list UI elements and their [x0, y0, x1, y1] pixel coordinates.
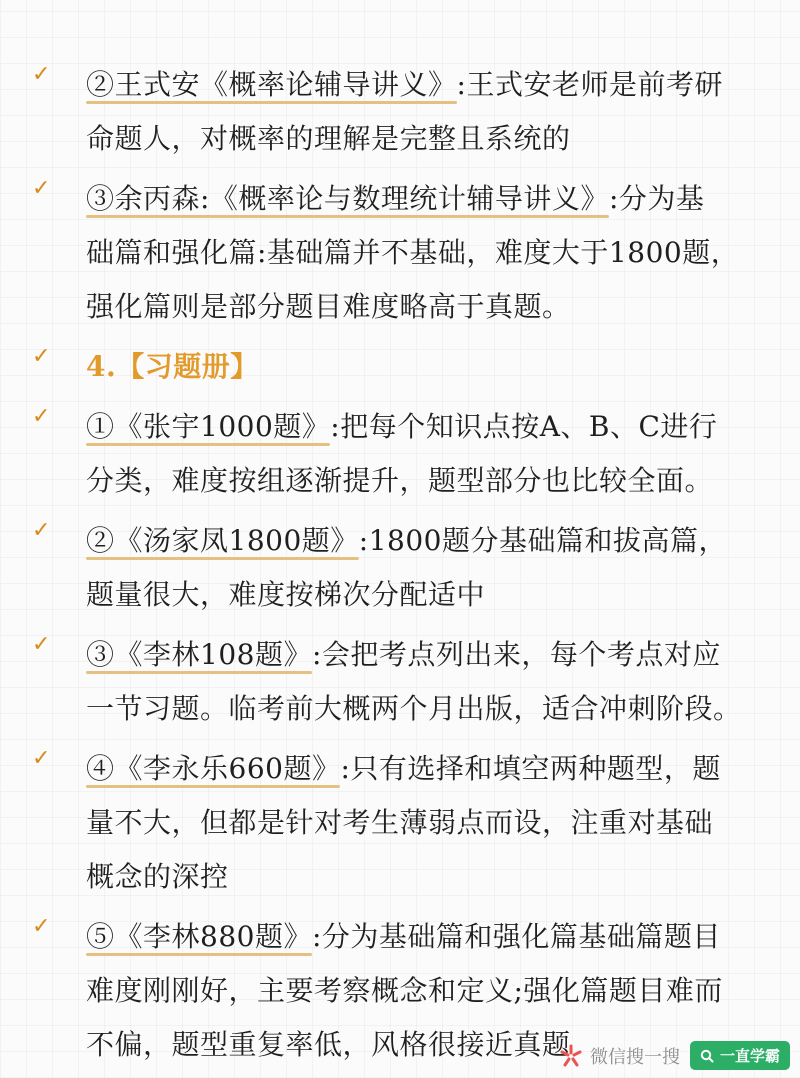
sou-yi-sou-icon [558, 1043, 584, 1069]
checkmark-icon: ✓ [32, 62, 51, 87]
checkmark-icon: ✓ [32, 344, 51, 369]
text: :分为基础篇和强化篇基础篇题目 [311, 920, 721, 953]
text-line: 不偏，题型重复率低，风格很接近真题 [86, 1028, 571, 1061]
text-line: 命题人，对概率的理解是完整且系统的 [86, 122, 571, 155]
checkmark-icon: ✓ [32, 746, 51, 771]
checkmark-icon: ✓ [32, 176, 51, 201]
text-line: 题量很大，难度按梯次分配适中 [86, 578, 486, 611]
text-line: 概念的深控 [86, 860, 229, 893]
checkmark-icon: ✓ [32, 518, 51, 543]
list-item [0, 400, 800, 508]
article-content [0, 58, 800, 1078]
book-title: ②王式安《概率论辅导讲义》 [86, 68, 457, 101]
text-line [86, 628, 770, 682]
badge-text: 一直学霸 [719, 1047, 780, 1065]
text-line [86, 742, 770, 796]
text: :会把考点列出来，每个考点对应 [311, 638, 721, 671]
watermark [558, 1041, 790, 1070]
wechat-search-logo [558, 1043, 680, 1069]
book-title: ①《张宇1000题》 [86, 410, 331, 443]
text-line: 分类，难度按组逐渐提升，题型部分也比较全面。 [86, 464, 714, 497]
search-icon [700, 1049, 714, 1063]
list-item [0, 628, 800, 736]
text-line: 一节习题。临考前大概两个月出版，适合冲刺阶段。 [86, 692, 742, 725]
watermark-text: 微信搜一搜 [589, 1046, 680, 1068]
checkmark-icon: ✓ [32, 914, 51, 939]
list-item [0, 172, 800, 334]
text: :王式安老师是前考研 [456, 68, 723, 101]
text-line: 强化篇则是部分题目难度略高于真题。 [86, 290, 571, 323]
book-title: ③《李林108题》 [86, 638, 312, 671]
book-title: ⑤《李林880题》 [86, 920, 312, 953]
text: :只有选择和填空两种题型，题 [340, 752, 721, 785]
text-line [86, 910, 770, 964]
list-item [0, 742, 800, 904]
text-line: 难度刚刚好，主要考察概念和定义;强化篇题目难而 [86, 974, 723, 1007]
book-title: ②《汤家凤1800题》 [86, 524, 359, 557]
text-line [86, 58, 770, 112]
text-line: 础篇和强化篇:基础篇并不基础，难度大于1800题， [86, 236, 740, 269]
book-title: ④《李永乐660题》 [86, 752, 341, 785]
book-title: ③余丙森:《概率论与数理统计辅导讲义》 [86, 182, 609, 215]
section-heading-item [0, 340, 800, 394]
text: :把每个知识点按A、B、C进行 [330, 410, 718, 443]
section-heading: 4.【习题册】 [86, 350, 259, 383]
checkmark-icon: ✓ [32, 632, 51, 657]
list-item [0, 514, 800, 622]
search-badge [690, 1041, 790, 1070]
text-line [86, 400, 770, 454]
checkmark-icon: ✓ [32, 404, 51, 429]
list-item [0, 58, 800, 166]
text-line [86, 514, 770, 568]
text: :1800题分基础篇和拔高篇， [358, 524, 727, 557]
text: :分为基 [608, 182, 705, 215]
text-line [86, 172, 770, 226]
text-line: 量不大，但都是针对考生薄弱点而设，注重对基础 [86, 806, 714, 839]
